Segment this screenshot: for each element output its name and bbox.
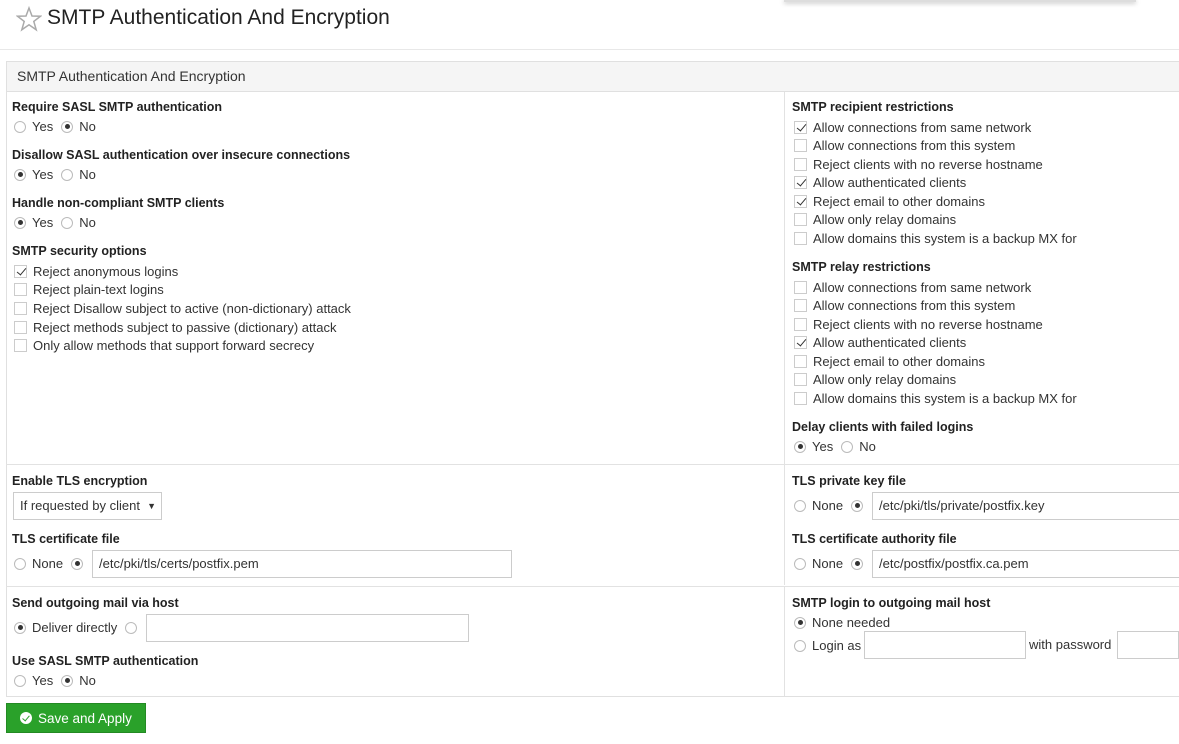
recipient-restriction-label: Allow authenticated clients (813, 175, 967, 190)
page-header (0, 0, 1179, 50)
relay-restriction-label: Allow connections from this system (813, 298, 1016, 313)
recipient-restriction[interactable] (794, 157, 1043, 172)
outgoing-host-label: Send outgoing mail via host (12, 596, 179, 610)
security-option-checkbox[interactable] (14, 283, 27, 296)
use-sasl-no-radio[interactable] (61, 675, 73, 687)
radio-label: No (79, 673, 96, 688)
recipient-restriction[interactable] (794, 212, 956, 227)
use-sasl-label: Use SASL SMTP authentication (12, 654, 199, 668)
radio-label: Yes (32, 215, 54, 230)
delay-failed-no-radio[interactable] (841, 441, 853, 453)
tls-key-label: TLS private key file (792, 474, 906, 488)
save-button-label: Save and Apply (38, 710, 132, 726)
smtp-login-as-option (794, 638, 861, 653)
noncompliant-options (14, 215, 96, 230)
relay-restriction[interactable] (794, 280, 1031, 295)
tls-key-none-radio[interactable] (794, 500, 806, 512)
recipient-restrictions-label: SMTP recipient restrictions (792, 100, 954, 114)
popup-edge (784, 0, 1136, 2)
recipient-restriction[interactable] (794, 120, 1031, 135)
recipient-restriction-label: Allow only relay domains (813, 212, 957, 227)
tls-enable-label: Enable TLS encryption (12, 474, 148, 488)
delay-failed-label: Delay clients with failed logins (792, 420, 974, 434)
radio-label: No (79, 167, 96, 182)
relay-restriction-label: Allow connections from same network (813, 280, 1032, 295)
recipient-restriction-label: Allow connections from same network (813, 120, 1032, 135)
relay-restriction-checkbox[interactable] (794, 355, 807, 368)
use-sasl-options (14, 673, 96, 688)
relay-restriction-label: Allow authenticated clients (813, 335, 967, 350)
tls-ca-label: TLS certificate authority file (792, 532, 957, 546)
recipient-restriction-checkbox[interactable] (794, 213, 807, 226)
star-icon[interactable] (16, 6, 42, 32)
recipient-restriction-label: Reject clients with no reverse hostname (813, 157, 1043, 172)
outgoing-host-options (14, 620, 137, 635)
security-option[interactable] (14, 338, 314, 353)
relay-restriction[interactable] (794, 354, 985, 369)
column-divider (784, 92, 785, 464)
security-option[interactable] (14, 301, 351, 316)
none-needed-radio[interactable] (794, 617, 806, 629)
radio-label: No (859, 439, 876, 454)
noncompliant-label: Handle non-compliant SMTP clients (12, 196, 225, 210)
radio-label: None (32, 556, 64, 571)
use-sasl-yes-radio[interactable] (14, 675, 26, 687)
disallow-insecure-options (14, 167, 96, 182)
require-sasl-yes-radio[interactable] (14, 121, 26, 133)
radio-label: No (79, 119, 96, 134)
relay-restriction-checkbox[interactable] (794, 318, 807, 331)
security-option-label: Reject methods subject to passive (dictionary) attack (33, 320, 337, 335)
relay-restriction[interactable] (794, 372, 956, 387)
tls-key-input[interactable]: /etc/pki/tls/private/postfix.key (872, 492, 1179, 520)
smtp-login-label: SMTP login to outgoing mail host (792, 596, 991, 610)
smtp-login-none-option (794, 615, 890, 630)
require-sasl-no-radio[interactable] (61, 121, 73, 133)
security-option-label: Reject Disallow subject to active (non-dictionary) attack (33, 301, 351, 316)
recipient-restriction[interactable] (794, 138, 1015, 153)
noncompliant-no-radio[interactable] (61, 217, 73, 229)
relay-restriction[interactable] (794, 298, 1015, 313)
radio-label: Yes (32, 673, 54, 688)
outgoing-host-radio[interactable] (125, 622, 137, 634)
delay-failed-yes-radio[interactable] (794, 441, 806, 453)
section-divider (6, 464, 1179, 465)
relay-restriction[interactable] (794, 391, 1077, 406)
relay-restriction-label: Reject email to other domains (813, 354, 985, 369)
security-option-label: Reject anonymous logins (33, 264, 179, 279)
tls-ca-file-radio[interactable] (851, 558, 863, 570)
relay-restriction-label: Allow only relay domains (813, 372, 957, 387)
outgoing-host-input[interactable] (146, 614, 469, 642)
radio-label: Yes (32, 119, 54, 134)
tls-cert-none-radio[interactable] (14, 558, 26, 570)
recipient-restriction-checkbox[interactable] (794, 176, 807, 189)
radio-label: None (812, 556, 844, 571)
relay-restriction-checkbox[interactable] (794, 299, 807, 312)
delay-failed-options (794, 439, 876, 454)
relay-restriction-label: Reject clients with no reverse hostname (813, 317, 1043, 332)
tls-enable-selected: If requested by client (20, 498, 140, 513)
security-option-checkbox[interactable] (14, 321, 27, 334)
relay-restriction-checkbox[interactable] (794, 281, 807, 294)
security-option-label: Reject plain-text logins (33, 282, 164, 297)
relay-restriction-label: Allow domains this system is a backup MX for (813, 391, 1077, 406)
tls-key-options (794, 498, 863, 513)
disallow-insecure-label: Disallow SASL authentication over insecure connections (12, 148, 351, 162)
save-and-apply-button[interactable] (6, 703, 146, 733)
security-option-label: Only allow methods that support forward secrecy (33, 338, 315, 353)
caret-down-icon: ▼ (147, 501, 156, 511)
relay-restriction-checkbox[interactable] (794, 392, 807, 405)
tls-cert-input[interactable]: /etc/pki/tls/certs/postfix.pem (92, 550, 512, 578)
tls-cert-label: TLS certificate file (12, 532, 120, 546)
tls-cert-options (14, 556, 83, 571)
tls-enable-select[interactable] (13, 492, 162, 520)
tls-ca-none-radio[interactable] (794, 558, 806, 570)
disallow-insecure-no-radio[interactable] (61, 169, 73, 181)
panel-title: SMTP Authentication And Encryption (17, 68, 246, 84)
radio-label: Yes (32, 167, 54, 182)
radio-label: Login as (812, 638, 862, 653)
section-divider (6, 586, 1179, 587)
recipient-restriction-label: Allow connections from this system (813, 138, 1016, 153)
recipient-restriction-label: Allow domains this system is a backup MX for (813, 231, 1077, 246)
security-option-checkbox[interactable] (14, 265, 27, 278)
security-option[interactable] (14, 282, 164, 297)
login-password-input[interactable] (1117, 631, 1179, 659)
recipient-restriction[interactable] (794, 175, 966, 190)
page-title: SMTP Authentication And Encryption (47, 6, 390, 29)
recipient-restriction-checkbox[interactable] (794, 158, 807, 171)
column-divider (784, 587, 785, 696)
deliver-directly-radio[interactable] (14, 622, 26, 634)
tls-key-file-radio[interactable] (851, 500, 863, 512)
recipient-restriction-checkbox[interactable] (794, 139, 807, 152)
relay-restriction[interactable] (794, 317, 1043, 332)
relay-restrictions-label: SMTP relay restrictions (792, 260, 931, 274)
security-options-label: SMTP security options (12, 244, 147, 258)
recipient-restriction[interactable] (794, 194, 985, 209)
disallow-insecure-yes-radio[interactable] (14, 169, 26, 181)
require-sasl-options (14, 119, 96, 134)
with-password-text: with password (1029, 637, 1112, 652)
column-divider (784, 465, 785, 585)
relay-restriction-checkbox[interactable] (794, 336, 807, 349)
relay-restriction[interactable] (794, 335, 966, 350)
recipient-restriction-checkbox[interactable] (794, 195, 807, 208)
security-option[interactable] (14, 264, 178, 279)
recipient-restriction[interactable] (794, 231, 1077, 246)
recipient-restriction-checkbox[interactable] (794, 232, 807, 245)
security-option[interactable] (14, 320, 336, 335)
noncompliant-yes-radio[interactable] (14, 217, 26, 229)
recipient-restriction-label: Reject email to other domains (813, 194, 985, 209)
radio-label: No (79, 215, 96, 230)
radio-label: None (812, 498, 844, 513)
radio-label: Deliver directly (32, 620, 118, 635)
radio-label: Yes (812, 439, 834, 454)
panel-header (6, 61, 1179, 92)
login-username-input[interactable] (864, 631, 1026, 659)
require-sasl-label: Require SASL SMTP authentication (12, 100, 222, 114)
recipient-restriction-checkbox[interactable] (794, 121, 807, 134)
login-as-radio[interactable] (794, 640, 806, 652)
tls-ca-input[interactable]: /etc/postfix/postfix.ca.pem (872, 550, 1179, 578)
check-circle-icon (20, 712, 32, 724)
relay-restriction-checkbox[interactable] (794, 373, 807, 386)
tls-ca-options (794, 556, 863, 571)
radio-label: None needed (812, 615, 891, 630)
security-option-checkbox[interactable] (14, 302, 27, 315)
tls-cert-file-radio[interactable] (71, 558, 83, 570)
security-option-checkbox[interactable] (14, 339, 27, 352)
